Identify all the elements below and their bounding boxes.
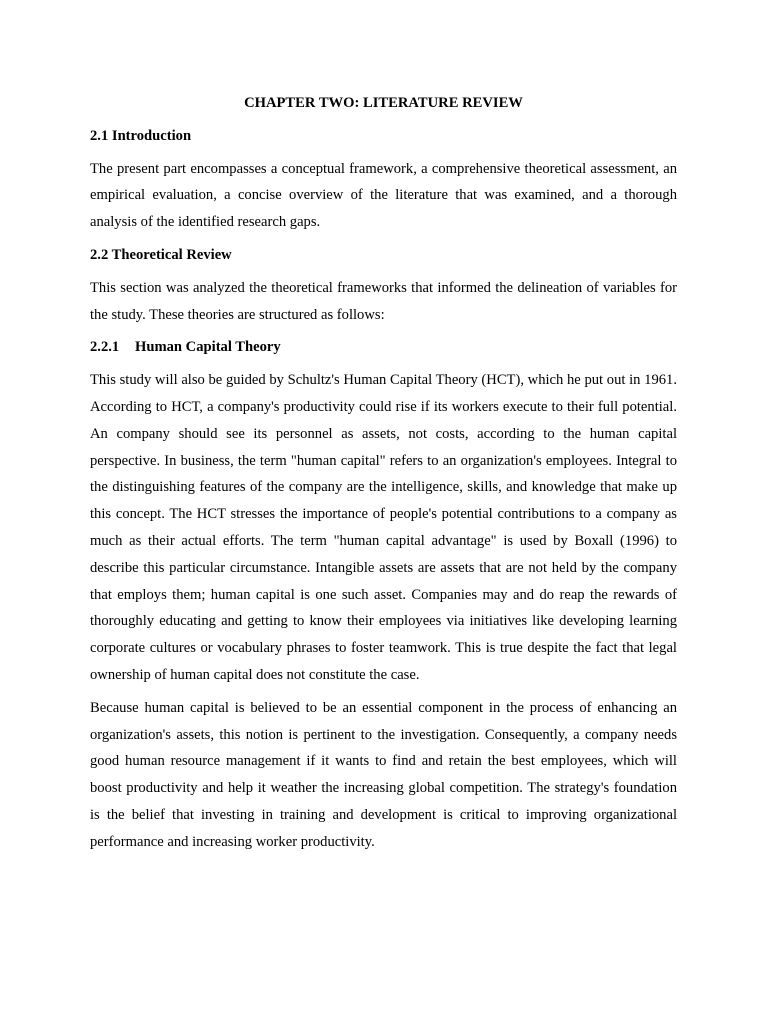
subsection-title: Human Capital Theory (135, 339, 281, 356)
chapter-title: CHAPTER TWO: LITERATURE REVIEW (244, 95, 523, 111)
human-capital-paragraph-2: Because human capital is believed to be an essential component in the process of enhancing an organization's assets, this notion is pertinent to the investigation. Consequently, a company needs good human resource management if it wants to find and retain the best employees, which will boost productivity and help it weather the increasing global competition. The strategy's foundation is the belief that investing in training and development is critical to improving organizational performance and increasing worker productivity. (90, 699, 677, 850)
introduction-paragraph: The present part encompasses a conceptual framework, a comprehensive theoretical assessment, an empirical evaluation, a concise overview of the literature that was examined, and a thorough analysis of the identified research gaps. (90, 160, 677, 231)
subsection-number: 2.2.1 (90, 339, 120, 356)
section-heading-introduction: 2.1 Introduction (90, 127, 192, 144)
human-capital-paragraph-1: This study will also be guided by Schultz's Human Capital Theory (HCT), which he put out in 1961. According to HCT, a company's productivity could rise if its workers execute to their full potential. An company should see its personnel as assets, not costs, according to the human capital perspective. In business, the term "human capital" refers to an organization's employees. Integral to the distinguishing features of the company are the intelligence, skills, and knowledge that make up this concept. The HCT stresses the importance of people's potential contributions to a company as much as their actual efforts. The term "human capital advantage" is used by Boxall (1996) to describe this particular circumstance. Intangible assets are assets that are not held by the company that employs them; human capital is one such asset. Companies may and do reap the rewards of thoroughly educating and getting to know their employees via initiatives like developing learning corporate cultures or vocabulary phrases to foster teamwork. This is true despite the fact that legal ownership of human capital does not constitute the case. (90, 372, 677, 683)
theoretical-review-paragraph: This section was analyzed the theoretical frameworks that informed the delineation of variables for the study. These theories are structured as follows: (90, 279, 677, 323)
subsection-heading-human-capital-theory (90, 334, 677, 361)
section-heading-theoretical-review: 2.2 Theoretical Review (90, 246, 232, 263)
document-content (90, 90, 677, 862)
